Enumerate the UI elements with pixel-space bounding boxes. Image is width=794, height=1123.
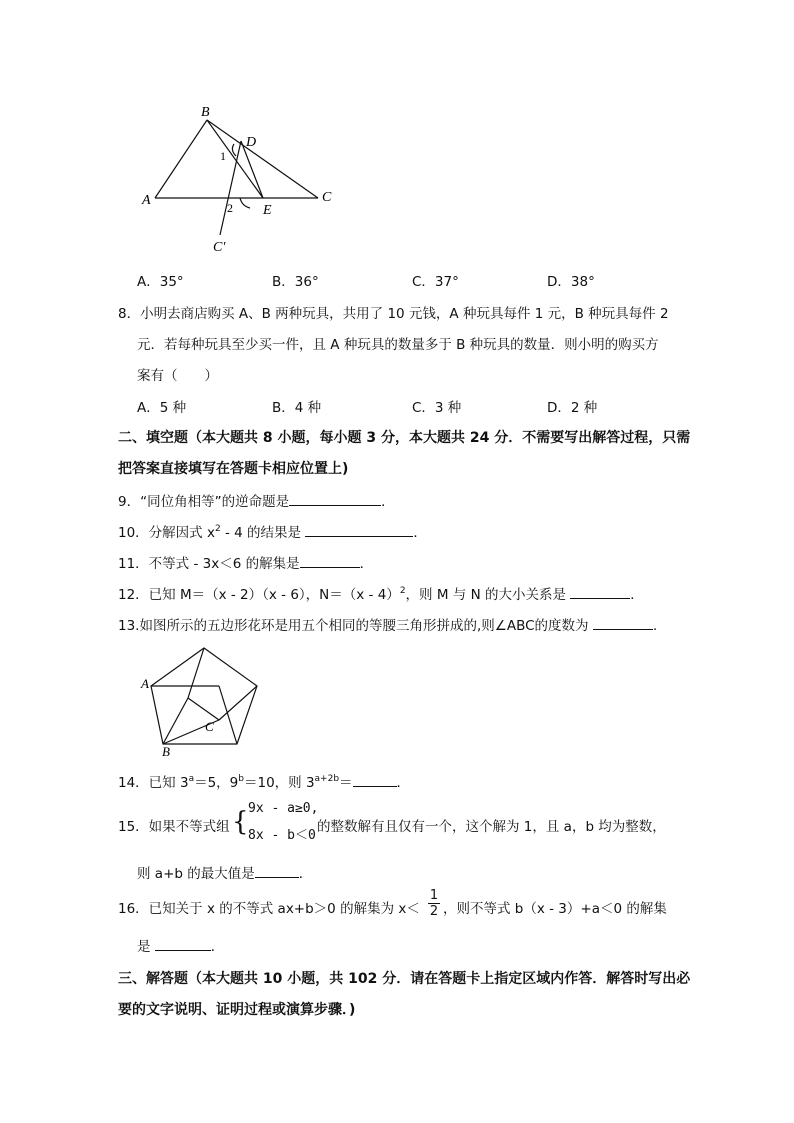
q13-end: . (652, 618, 658, 634)
q8-line-2: 元．若每种玩具至少买一件，且 A 种玩具的数量多于 B 种玩具的数量．则小明的购买方 (137, 337, 659, 353)
label-A: A (141, 676, 149, 691)
q16-text: 16．已知关于 x 的不等式 ax+b＞0 的解集为 x＜ (118, 901, 420, 917)
brace-icon: { (232, 807, 249, 837)
question-12 (118, 583, 644, 603)
q16-frac-num: 1 (429, 888, 439, 903)
q12-exponent: 2 (399, 586, 406, 596)
q15-text-2: 的整数解有且仅有一个，这个解为 1，且 a，b 均为整数， (317, 819, 666, 835)
q11-text: 11．不等式 - 3x＜6 的解集是 (118, 556, 300, 572)
q8-line-3: 案有（ ） (137, 368, 218, 384)
q8-option-c[interactable]: C．3 种 (412, 400, 462, 416)
q10-answer-blank[interactable] (305, 522, 413, 537)
label-E: E (263, 203, 272, 218)
q11-end: ． (359, 556, 374, 572)
q12-answer-blank[interactable] (570, 584, 630, 599)
q13-answer-blank[interactable] (593, 615, 653, 630)
q8-line-1: 8．小明去商店购买 A、B 两种玩具，共用了 10 元钱，A 种玩具每件 1 元，B 种玩具每件 2 (118, 306, 669, 322)
q10-exponent: 2 (214, 524, 221, 534)
q16-frac-den: 2 (429, 904, 439, 919)
q14-exp-a: a (188, 774, 195, 784)
label-Cprime: C′ (213, 240, 226, 255)
q10-end: ． (413, 525, 427, 541)
question-9 (118, 490, 395, 510)
question-15-label: 15．如果不等式组 (118, 819, 230, 835)
q14-end: ． (396, 775, 411, 791)
pentagon-wreath-figure (135, 642, 270, 760)
q14-text-3: ＝10，则 3 (243, 775, 315, 791)
q13-text: 13.如图所示的五边形花环是用五个相同的等腰三角形拼成的,则∠ABC的度数为 (118, 618, 589, 634)
question-10 (118, 521, 427, 541)
question-15-line-2 (137, 862, 312, 882)
triangle-figure (130, 98, 350, 258)
q7-option-b[interactable]: B．36° (272, 274, 319, 290)
label-A: A (142, 193, 151, 208)
question-16-line-2 (137, 935, 224, 955)
q8-option-b[interactable]: B．4 种 (272, 400, 322, 416)
q7-option-c[interactable]: C．37° (412, 274, 459, 290)
q9-answer-blank[interactable] (289, 491, 381, 506)
q16-text-2: ，则不等式 b（x - 3）+a＜0 的解集 (443, 901, 667, 917)
label-B: B (201, 105, 210, 120)
q12-end: ． (630, 587, 644, 603)
q12-text: 12．已知 M＝（x - 2）（x - 6），N＝（x - 4） (118, 587, 400, 603)
label-D: D (246, 135, 257, 150)
q10-text: 10．分解因式 x (118, 525, 215, 541)
section-3-heading-line-1: 三、解答题（本大题共 10 小题，共 102 分．请在答题卡上指定区域内作答．解答时写出必 (118, 971, 691, 987)
q14-text-4: ＝ (339, 775, 353, 791)
q8-option-d[interactable]: D．2 种 (547, 400, 598, 416)
q15-inequality-1: 9x - a≥0, (248, 801, 319, 816)
label-C: C (205, 719, 214, 734)
section-3-heading-line-2: 要的文字说明、证明过程或演算步骤．) (118, 1002, 356, 1018)
q16-fraction (428, 888, 440, 919)
q15-inequality-2: 8x - b＜0 (248, 828, 316, 843)
q12-text-2: ，则 M 与 N 的大小关系是 (405, 587, 566, 603)
q14-text: 14．已知 3 (118, 775, 189, 791)
q14-exp-b: b (238, 774, 244, 784)
angle-2-label: 2 (227, 201, 233, 215)
question-11 (118, 552, 373, 572)
q11-answer-blank[interactable] (300, 553, 360, 568)
q15-end: ． (298, 866, 313, 882)
q7-option-d[interactable]: D．38° (547, 274, 595, 290)
q15-text-3: 则 a+b 的最大值是 (137, 866, 255, 882)
section-2-heading-line-2: 把答案直接填写在答题卡相应位置上) (118, 461, 349, 477)
q10-text-2: - 4 的结果是 (220, 525, 302, 541)
label-B: B (162, 744, 170, 759)
q15-answer-blank[interactable] (255, 863, 299, 878)
q16-answer-blank[interactable] (155, 936, 211, 951)
question-14 (118, 771, 410, 791)
q9-text: 9．“同位角相等”的逆命题是 (118, 494, 290, 510)
q8-option-a[interactable]: A．5 种 (137, 400, 187, 416)
q16-text-3: 是 (137, 939, 151, 955)
q7-option-a[interactable]: A．35° (137, 274, 184, 290)
q9-end: ． (381, 494, 395, 510)
q16-end: ． (210, 939, 225, 955)
label-C: C (322, 190, 332, 205)
angle-1-label: 1 (220, 149, 226, 163)
question-13 (118, 614, 657, 634)
q14-exp-ab: a+2b (314, 774, 340, 784)
section-2-heading-line-1: 二、填空题（本大题共 8 小题，每小题 3 分，本大题共 24 分．不需要写出解答过程，只需 (118, 430, 691, 446)
q14-answer-blank[interactable] (353, 772, 397, 787)
q14-text-2: ＝5，9 (194, 775, 239, 791)
